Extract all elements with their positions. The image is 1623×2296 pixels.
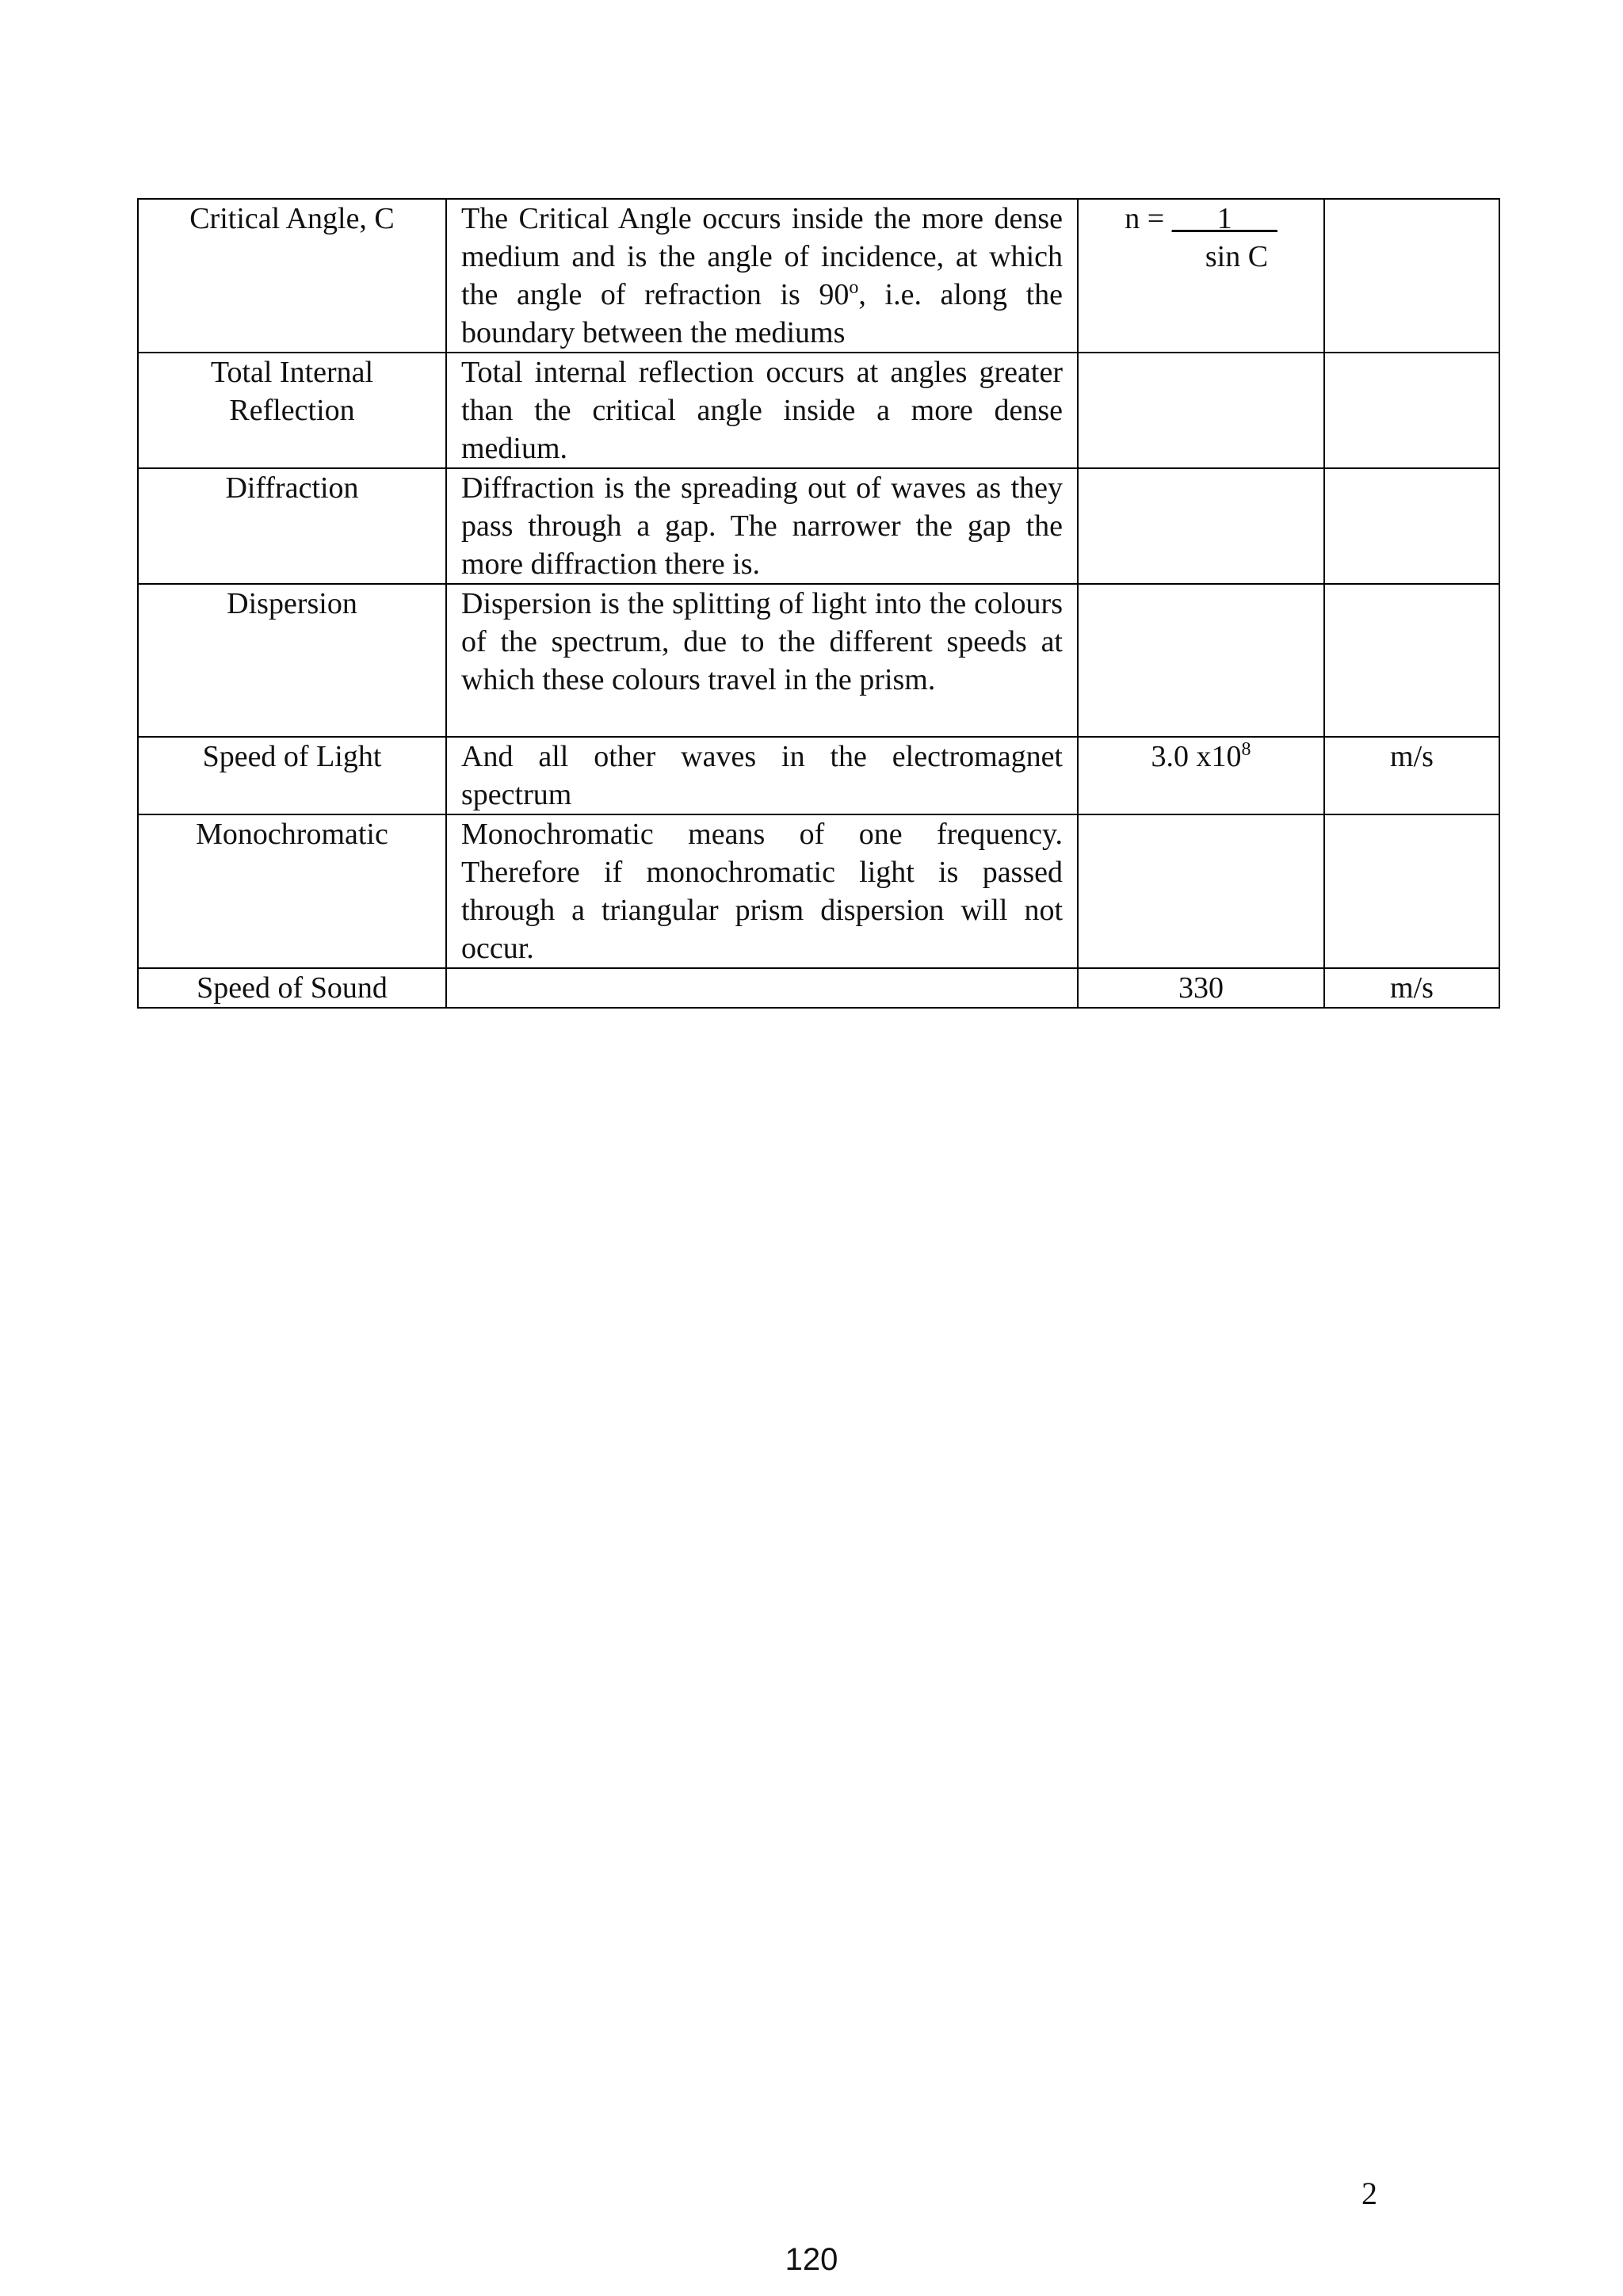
- table-row: [138, 737, 1499, 814]
- formula-cell: [1078, 199, 1324, 353]
- value-cell: [1078, 353, 1324, 468]
- value-cell: 330: [1078, 968, 1324, 1008]
- description-cell: And all other waves in the electromagnet spectrum: [446, 737, 1078, 814]
- unit-cell: [1324, 584, 1499, 737]
- term-cell: Speed of Light: [138, 737, 446, 814]
- table-row: [138, 353, 1499, 468]
- term-cell: Dispersion: [138, 584, 446, 737]
- unit-cell: [1324, 199, 1499, 353]
- description-cell: The Critical Angle occurs inside the more dense medium and is the angle of incidence, at which the angle of refraction is 90$^o$, i.e. along the boundary between the mediums: [446, 199, 1078, 353]
- value-cell: 3.0 $x10^8$: [1078, 737, 1324, 814]
- term-cell: Diffraction: [138, 468, 446, 584]
- table-row: [138, 814, 1499, 968]
- description-cell: Diffraction is the spreading out of waves as they pass through a gap. The narrower the gap the more diffraction there is.: [446, 468, 1078, 584]
- table-row: [138, 968, 1499, 1008]
- critical-angle-formula: n = ___1___ sin C: [1125, 202, 1277, 273]
- unit-cell: m/s: [1324, 968, 1499, 1008]
- term-cell: Monochromatic: [138, 814, 446, 968]
- description-cell: [446, 968, 1078, 1008]
- unit-cell: [1324, 814, 1499, 968]
- page-number: 2: [1361, 2176, 1377, 2211]
- table-row: [138, 199, 1499, 353]
- description-cell: Dispersion is the splitting of light into the colours of the spectrum, due to the different speeds at which these colours travel in the prism.: [446, 584, 1078, 737]
- table-row: [138, 468, 1499, 584]
- footer-page-number: 120: [785, 2242, 838, 2277]
- value-cell: [1078, 814, 1324, 968]
- value-cell: [1078, 584, 1324, 737]
- table-row: [138, 584, 1499, 737]
- unit-cell: [1324, 353, 1499, 468]
- term-cell: Critical Angle, C: [138, 199, 446, 353]
- unit-cell: m/s: [1324, 737, 1499, 814]
- description-cell: Total internal reflection occurs at angles greater than the critical angle inside a more dense medium.: [446, 353, 1078, 468]
- term-cell: Speed of Sound: [138, 968, 446, 1008]
- term-cell: Total Internal Reflection: [138, 353, 446, 468]
- definitions-table: [137, 198, 1500, 1009]
- unit-cell: [1324, 468, 1499, 584]
- description-cell: Monochromatic means of one frequency. Therefore if monochromatic light is passed through a triangular prism dispersion will not occur.: [446, 814, 1078, 968]
- value-cell: [1078, 468, 1324, 584]
